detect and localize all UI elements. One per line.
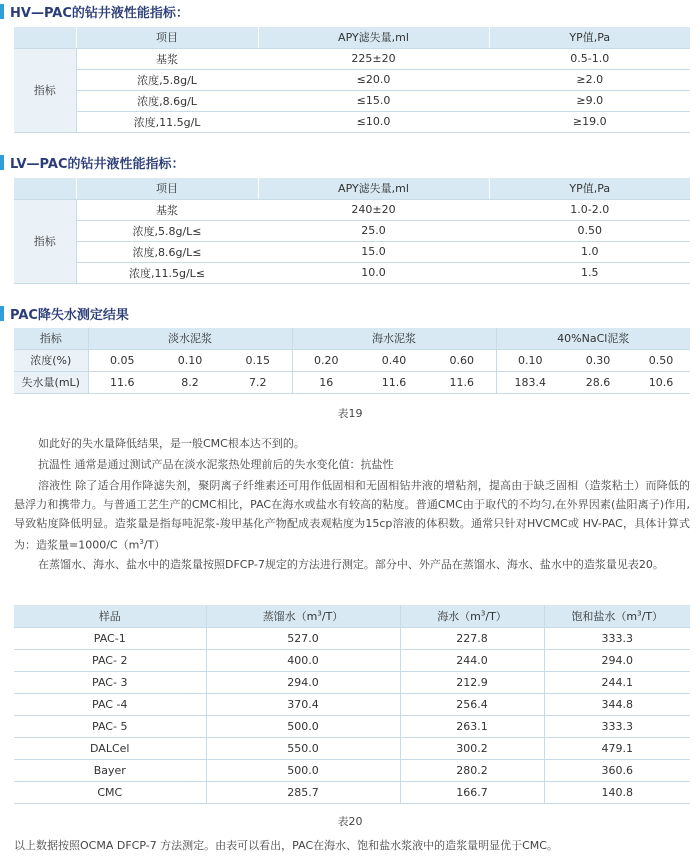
header-indicator: 指标 [14,328,88,349]
header-apy: APY滤失量,ml [258,178,489,199]
paragraph-3-text: 溶液性 除了适合用作降滤失剂，聚阴离子纤维素还可用作低固相和无固相钻井液的增粘剂，提高由于缺乏固相（造浆粘土）而降低的悬浮力和携带力。与普通工艺生产的CMC相比，PAC在海水或盐水有较高的粘度。普通CMC由于取代的不均匀,在外界因素(盐阳离子)作用,导致粘度降低明显。造浆量是指每吨泥浆-羧甲基化产物配成表观粘度为15cp溶液的体积数。通常只针对HVCMC或 HV-PAC，具体计算式为：造浆量=1000/C（m [14,479,690,552]
table-cell: ≤20.0 [258,69,489,90]
table-cell: 225±20 [258,48,489,69]
table-cell: 1.0 [489,241,690,262]
table-cell: 16 [292,371,360,393]
paragraph-2: 抗温性 通常是通过测试产品在淡水泥浆热处理前后的失水变化值：抗盐性 [38,458,394,471]
superscript: 3 [139,538,144,546]
table-cell: 基浆 [76,199,258,220]
table-row [14,693,690,715]
table-header-row [14,27,690,48]
table-cell: 300.2 [400,737,544,759]
table-cell: 7.2 [224,371,292,393]
table-cell: 166.7 [400,781,544,803]
table-cell: 240±20 [258,199,489,220]
table-cell: 550.0 [206,737,400,759]
table-cell: 11.6 [428,371,496,393]
table-cell: 10.0 [258,262,489,283]
table-row [14,262,690,283]
paragraph-3-end: /T） [143,538,166,552]
table-caption-19: 表19 [337,407,363,420]
table-cell: 11.6 [360,371,428,393]
table-cell: 294.0 [544,649,690,671]
row-label: 浓度(%) [14,349,88,371]
lv-pac-table [14,178,690,284]
header-seawater [400,605,544,627]
table-cell: 360.6 [544,759,690,781]
table-header-row [14,328,690,349]
header-unit-end: /T） [321,609,344,623]
table-row [14,90,690,111]
table-row [14,199,690,220]
table-cell: 28.6 [564,371,632,393]
table-cell: 140.8 [544,781,690,803]
table-cell: 25.0 [258,220,489,241]
table-header-row [14,605,690,627]
header-freshwater-mud: 淡水泥浆 [88,328,292,349]
table-cell: 浓度,8.6g/L≤ [76,241,258,262]
header-nacl-mud: 40%NaCl泥浆 [496,328,690,349]
table-cell: 11.6 [88,371,156,393]
title-accent-bar [0,306,4,321]
lv-section-title [0,153,185,172]
table-row [14,715,690,737]
table-cell: 280.2 [400,759,544,781]
title-accent-bar [0,4,4,19]
table-cell: 0.10 [156,349,224,371]
paragraph-1: 如此好的失水量降低结果，是一般CMC根本达不到的。 [38,437,305,450]
group-label: 指标 [14,199,76,283]
table-row [14,349,690,371]
table-cell: 浓度,5.8g/L [76,69,258,90]
table-cell: 285.7 [206,781,400,803]
table-cell: 1.5 [489,262,690,283]
table-row [14,241,690,262]
header-yp: YP值,Pa [489,27,690,48]
table-cell: 500.0 [206,715,400,737]
sample-name: CMC [14,781,206,803]
superscript: 3 [637,609,642,618]
loss-title-text: PAC降失水测定结果 [10,308,129,323]
table-row [14,48,690,69]
sample-name: PAC- 2 [14,649,206,671]
table-row [14,220,690,241]
table-cell: 0.40 [360,349,428,371]
header-blank [14,178,76,199]
header-unit-end: /T） [485,609,507,623]
table-cell: 0.60 [428,349,496,371]
table-cell: 244.1 [544,671,690,693]
header-item: 项目 [76,178,258,199]
table-header-row [14,178,690,199]
table-row [14,781,690,803]
hv-pac-table [14,27,690,133]
table-cell: 15.0 [258,241,489,262]
header-item: 项目 [76,27,258,48]
table-cell: 0.10 [496,349,564,371]
paragraph-3 [14,476,690,555]
table-cell: 8.2 [156,371,224,393]
slurry-yield-table [14,605,690,804]
table-cell: 浓度,11.5g/L [76,111,258,132]
table-cell: 浓度,11.5g/L≤ [76,262,258,283]
sample-name: PAC- 3 [14,671,206,693]
sample-name: Bayer [14,759,206,781]
header-distilled-text: 蒸馏水（m [262,609,318,623]
row-label: 失水量(mL) [14,371,88,393]
header-distilled [206,605,400,627]
table-cell: 479.1 [544,737,690,759]
table-cell: ≥19.0 [489,111,690,132]
table-cell: 370.4 [206,693,400,715]
table-row [14,69,690,90]
table-cell: 基浆 [76,48,258,69]
header-seawater-mud: 海水泥浆 [292,328,496,349]
table-cell: 183.4 [496,371,564,393]
table-row [14,371,690,393]
table-cell: 244.0 [400,649,544,671]
table-cell: ≥2.0 [489,69,690,90]
table-cell: 256.4 [400,693,544,715]
superscript: 3 [480,609,486,618]
sample-name: PAC -4 [14,693,206,715]
header-blank [14,27,76,48]
header-sample: 样品 [14,605,206,627]
table-cell: 400.0 [206,649,400,671]
table-cell: 0.50 [489,220,690,241]
footnote: 以上数据按照OCMA DFCP-7 方法测定。由表可以看出，PAC在海水、饱和盐水浆液中的造浆量明显优于CMC。 [14,839,558,852]
table-cell: 333.3 [544,627,690,649]
table-cell: 10.6 [632,371,690,393]
table-cell: 0.50 [632,349,690,371]
table-cell: 浓度,5.8g/L≤ [76,220,258,241]
header-seawater-text: 海水（m [437,609,481,623]
table-cell: 212.9 [400,671,544,693]
table-caption-20: 表20 [337,815,363,828]
table-cell: 0.15 [224,349,292,371]
sample-name: PAC- 5 [14,715,206,737]
table-cell: 0.5-1.0 [489,48,690,69]
table-cell: ≤10.0 [258,111,489,132]
title-accent-bar [0,155,4,170]
header-yp: YP值,Pa [489,178,690,199]
table-cell: 263.1 [400,715,544,737]
table-cell: 浓度,8.6g/L [76,90,258,111]
lv-title-text: LV—PAC的钻井液性能指标： [10,157,185,172]
table-cell: 0.05 [88,349,156,371]
hv-title-text: HV—PAC的钻井液性能指标： [10,6,189,21]
sample-name: DALCel [14,737,206,759]
hv-section-title [0,2,189,21]
table-cell: 1.0-2.0 [489,199,690,220]
loss-section-title [0,304,129,323]
table-cell: 294.0 [206,671,400,693]
header-brine-text: 饱和盐水（m [571,609,638,623]
table-row [14,111,690,132]
table-cell: ≤15.0 [258,90,489,111]
table-cell: 344.8 [544,693,690,715]
group-label: 指标 [14,48,76,132]
table-cell: 0.20 [292,349,360,371]
table-cell: 500.0 [206,759,400,781]
sample-name: PAC-1 [14,627,206,649]
header-apy: APY滤失量,ml [258,27,489,48]
table-cell: 0.30 [564,349,632,371]
table-cell: 333.3 [544,715,690,737]
table-cell: ≥9.0 [489,90,690,111]
table-row [14,737,690,759]
paragraph-4: 在蒸馏水、海水、盐水中的造浆量按照DFCP-7规定的方法进行测定。部分中、外产品在蒸馏水、海水、盐水中的造浆量见表20。 [38,558,664,571]
table-row [14,759,690,781]
header-brine [544,605,690,627]
table-cell: 527.0 [206,627,400,649]
superscript: 3 [317,609,322,618]
header-unit-end: /T） [641,609,664,623]
table-row [14,671,690,693]
table-cell: 227.8 [400,627,544,649]
table-row [14,627,690,649]
table-row [14,649,690,671]
fluid-loss-table [14,328,690,394]
